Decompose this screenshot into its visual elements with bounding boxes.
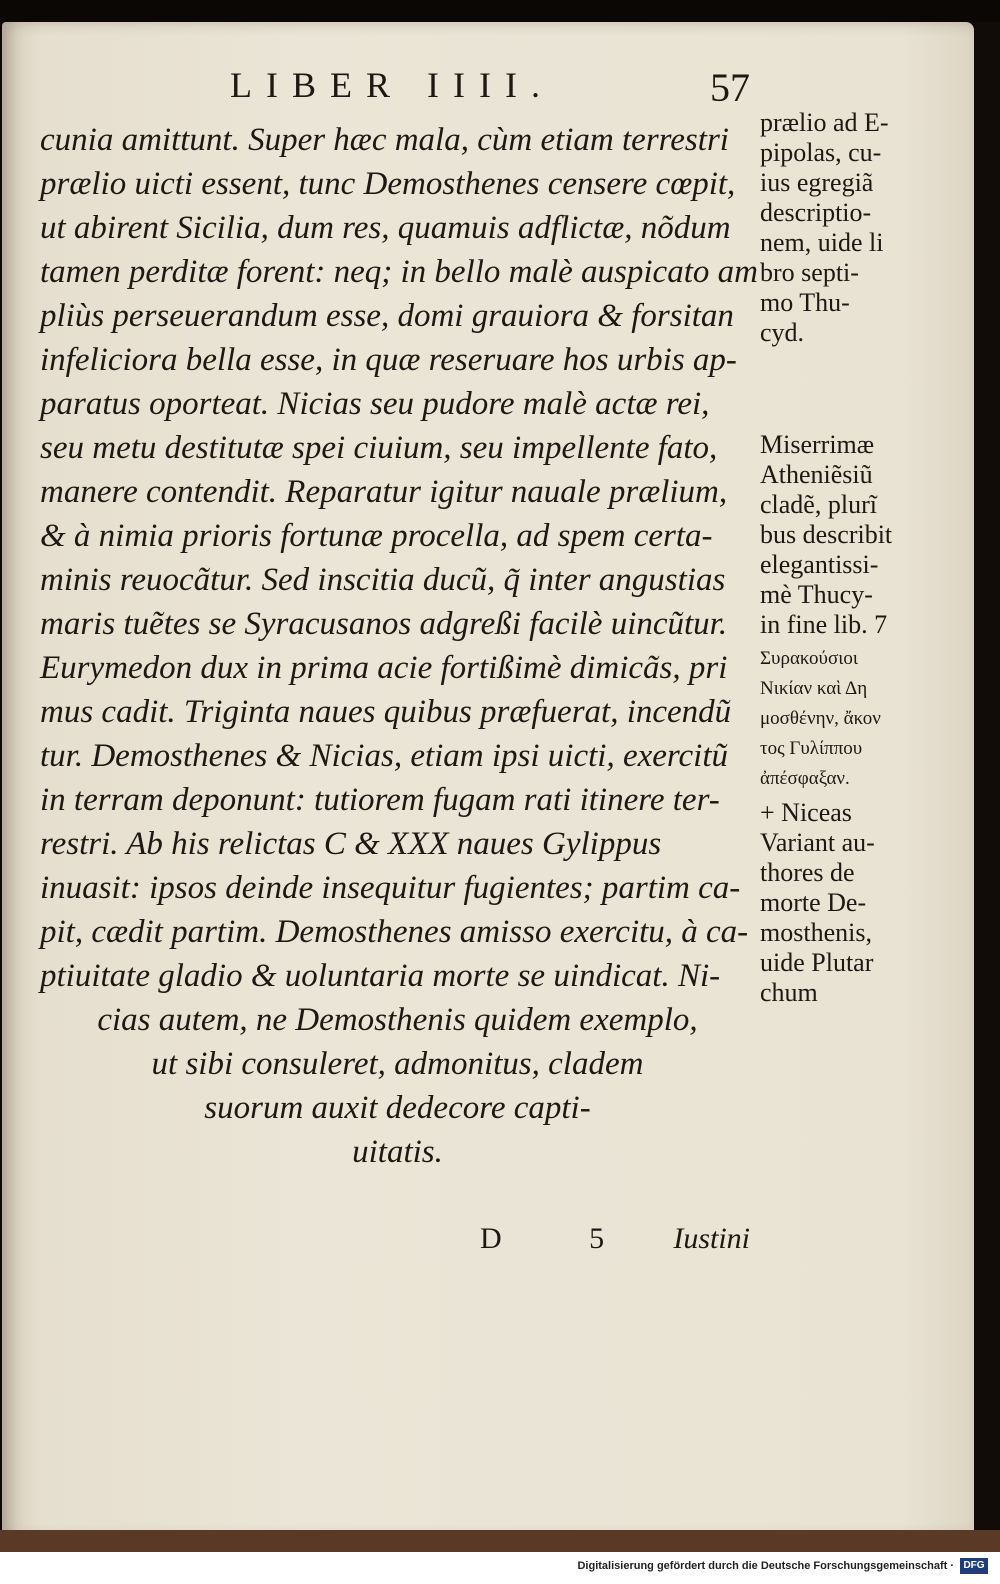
text-line: suorum auxit dedecore capti-: [204, 1090, 591, 1126]
margin-note-line: bro septi-: [760, 258, 859, 287]
footer-bar: [0, 1552, 1000, 1584]
margin-note-line: chum: [760, 978, 818, 1007]
text-line: infeliciora bella esse, in quæ reseruare hos urbis ap-: [40, 342, 737, 378]
greek-note-line: Νικίαν καὶ Δη: [760, 678, 868, 699]
margin-note-line: descriptio-: [760, 198, 872, 227]
margin-note-line: thores de: [760, 858, 855, 887]
text-line: cias autem, ne Demosthenis quidem exemplo,: [97, 1002, 698, 1038]
text-line: cunia amittunt. Super hæc mala, cùm etiam terrestri: [40, 122, 729, 158]
margin-note-line: ius egregiã: [760, 168, 874, 197]
text-line: paratus oporteat. Nicias seu pudore malè actæ rei,: [40, 386, 710, 422]
margin-note-line: morte De-: [760, 888, 867, 917]
text-line: seu metu destitutæ spei ciuium, seu impellente fato,: [40, 430, 718, 466]
margin-note-line: uide Plutar: [760, 948, 874, 977]
greek-note-line: μοσθένην, ἄκον: [760, 708, 881, 729]
margin-note-line: mosthenis,: [760, 918, 872, 947]
text-line: mus cadit. Triginta naues quibus præfuerat, incendũ: [40, 694, 732, 730]
text-line: maris tuẽtes se Syracusanos adgreßi facilè uincũtur.: [40, 606, 728, 642]
dfg-logo: DFG: [960, 1558, 988, 1574]
text-line: tur. Demosthenes & Nicias, etiam ipsi uicti, exercitũ: [40, 738, 729, 774]
text-line: ptiuitate gladio & uoluntaria morte se uindicat. Ni-: [40, 958, 721, 994]
page-foot: [480, 1222, 750, 1262]
footer-credit: Digitalisierung gefördert durch die Deutsche Forschungsgemeinschaft ·: [577, 1560, 954, 1572]
page-edge: [974, 22, 1000, 1538]
margin-note-line: Atheniẽsiũ: [760, 460, 873, 489]
binding-edge: [0, 1530, 1000, 1552]
catchword: Iustini: [673, 1222, 750, 1255]
text-line: manere contendit. Reparatur igitur nauale prælium,: [40, 474, 728, 510]
margin-note-line: elegantissi-: [760, 550, 879, 579]
margin-note-line: mè Thucy-: [760, 580, 873, 609]
running-title: LIBER IIII.: [230, 65, 554, 105]
margin-note-line: Variant au-: [760, 828, 875, 857]
text-line: Eurymedon dux in prima acie fortißimè dimicãs, pri: [40, 650, 728, 686]
greek-note-line: ἀπέσφαξαν.: [760, 768, 850, 789]
greek-note-line: τος Γυλίππου: [760, 738, 863, 759]
signature-mark: D 5: [480, 1222, 645, 1255]
margin-note-line: bus describit: [760, 520, 893, 549]
margin-note-line: cyd.: [760, 318, 805, 347]
text-line: ut abirent Sicilia, dum res, quamuis adflictæ, nõdum: [40, 210, 731, 246]
text-line: & à nimia prioris fortunæ procella, ad spem certa-: [40, 518, 713, 554]
text-line: restri. Ab his relictas C & XXX naues Gylippus: [40, 826, 662, 862]
margin-note-line: + Niceas: [760, 798, 852, 827]
margin-note-line: pipolas, cu-: [760, 138, 882, 167]
text-line: prælio uicti essent, tunc Demosthenes censere cœpit,: [40, 166, 736, 202]
text-line: pliùs perseuerandum esse, domi grauiora & forsitan: [40, 298, 734, 334]
margin-note-line: mo Thu-: [760, 288, 850, 317]
text-line: inuasit: ipsos deinde insequitur fugientes; partim ca-: [40, 870, 741, 906]
text-line: in terram deponunt: tutiorem fugam rati itinere ter-: [40, 782, 720, 818]
page-header: [230, 64, 750, 110]
text-line: tamen perditæ forent: neq; in bello malè auspicato am: [40, 254, 758, 290]
margin-note-line: nem, uide li: [760, 228, 884, 257]
margin-note-line: in fine lib. 7: [760, 610, 888, 639]
page-number: 57: [710, 65, 750, 110]
margin-note-line: Miserrimæ: [760, 430, 875, 459]
text-line: ut sibi consuleret, admonitus, cladem: [151, 1046, 644, 1082]
text-line: pit, cædit partim. Demosthenes amisso exercitu, à ca-: [40, 914, 749, 950]
text-line: uitatis.: [352, 1134, 443, 1170]
margin-note-line: cladẽ, plurĩ: [760, 490, 877, 519]
text-line: minis reuocãtur. Sed inscitia ducũ, q̃ inter angustias: [40, 562, 726, 598]
greek-note-line: Συρακούσιοι: [760, 648, 858, 669]
margin-note-line: prælio ad E-: [760, 108, 889, 137]
